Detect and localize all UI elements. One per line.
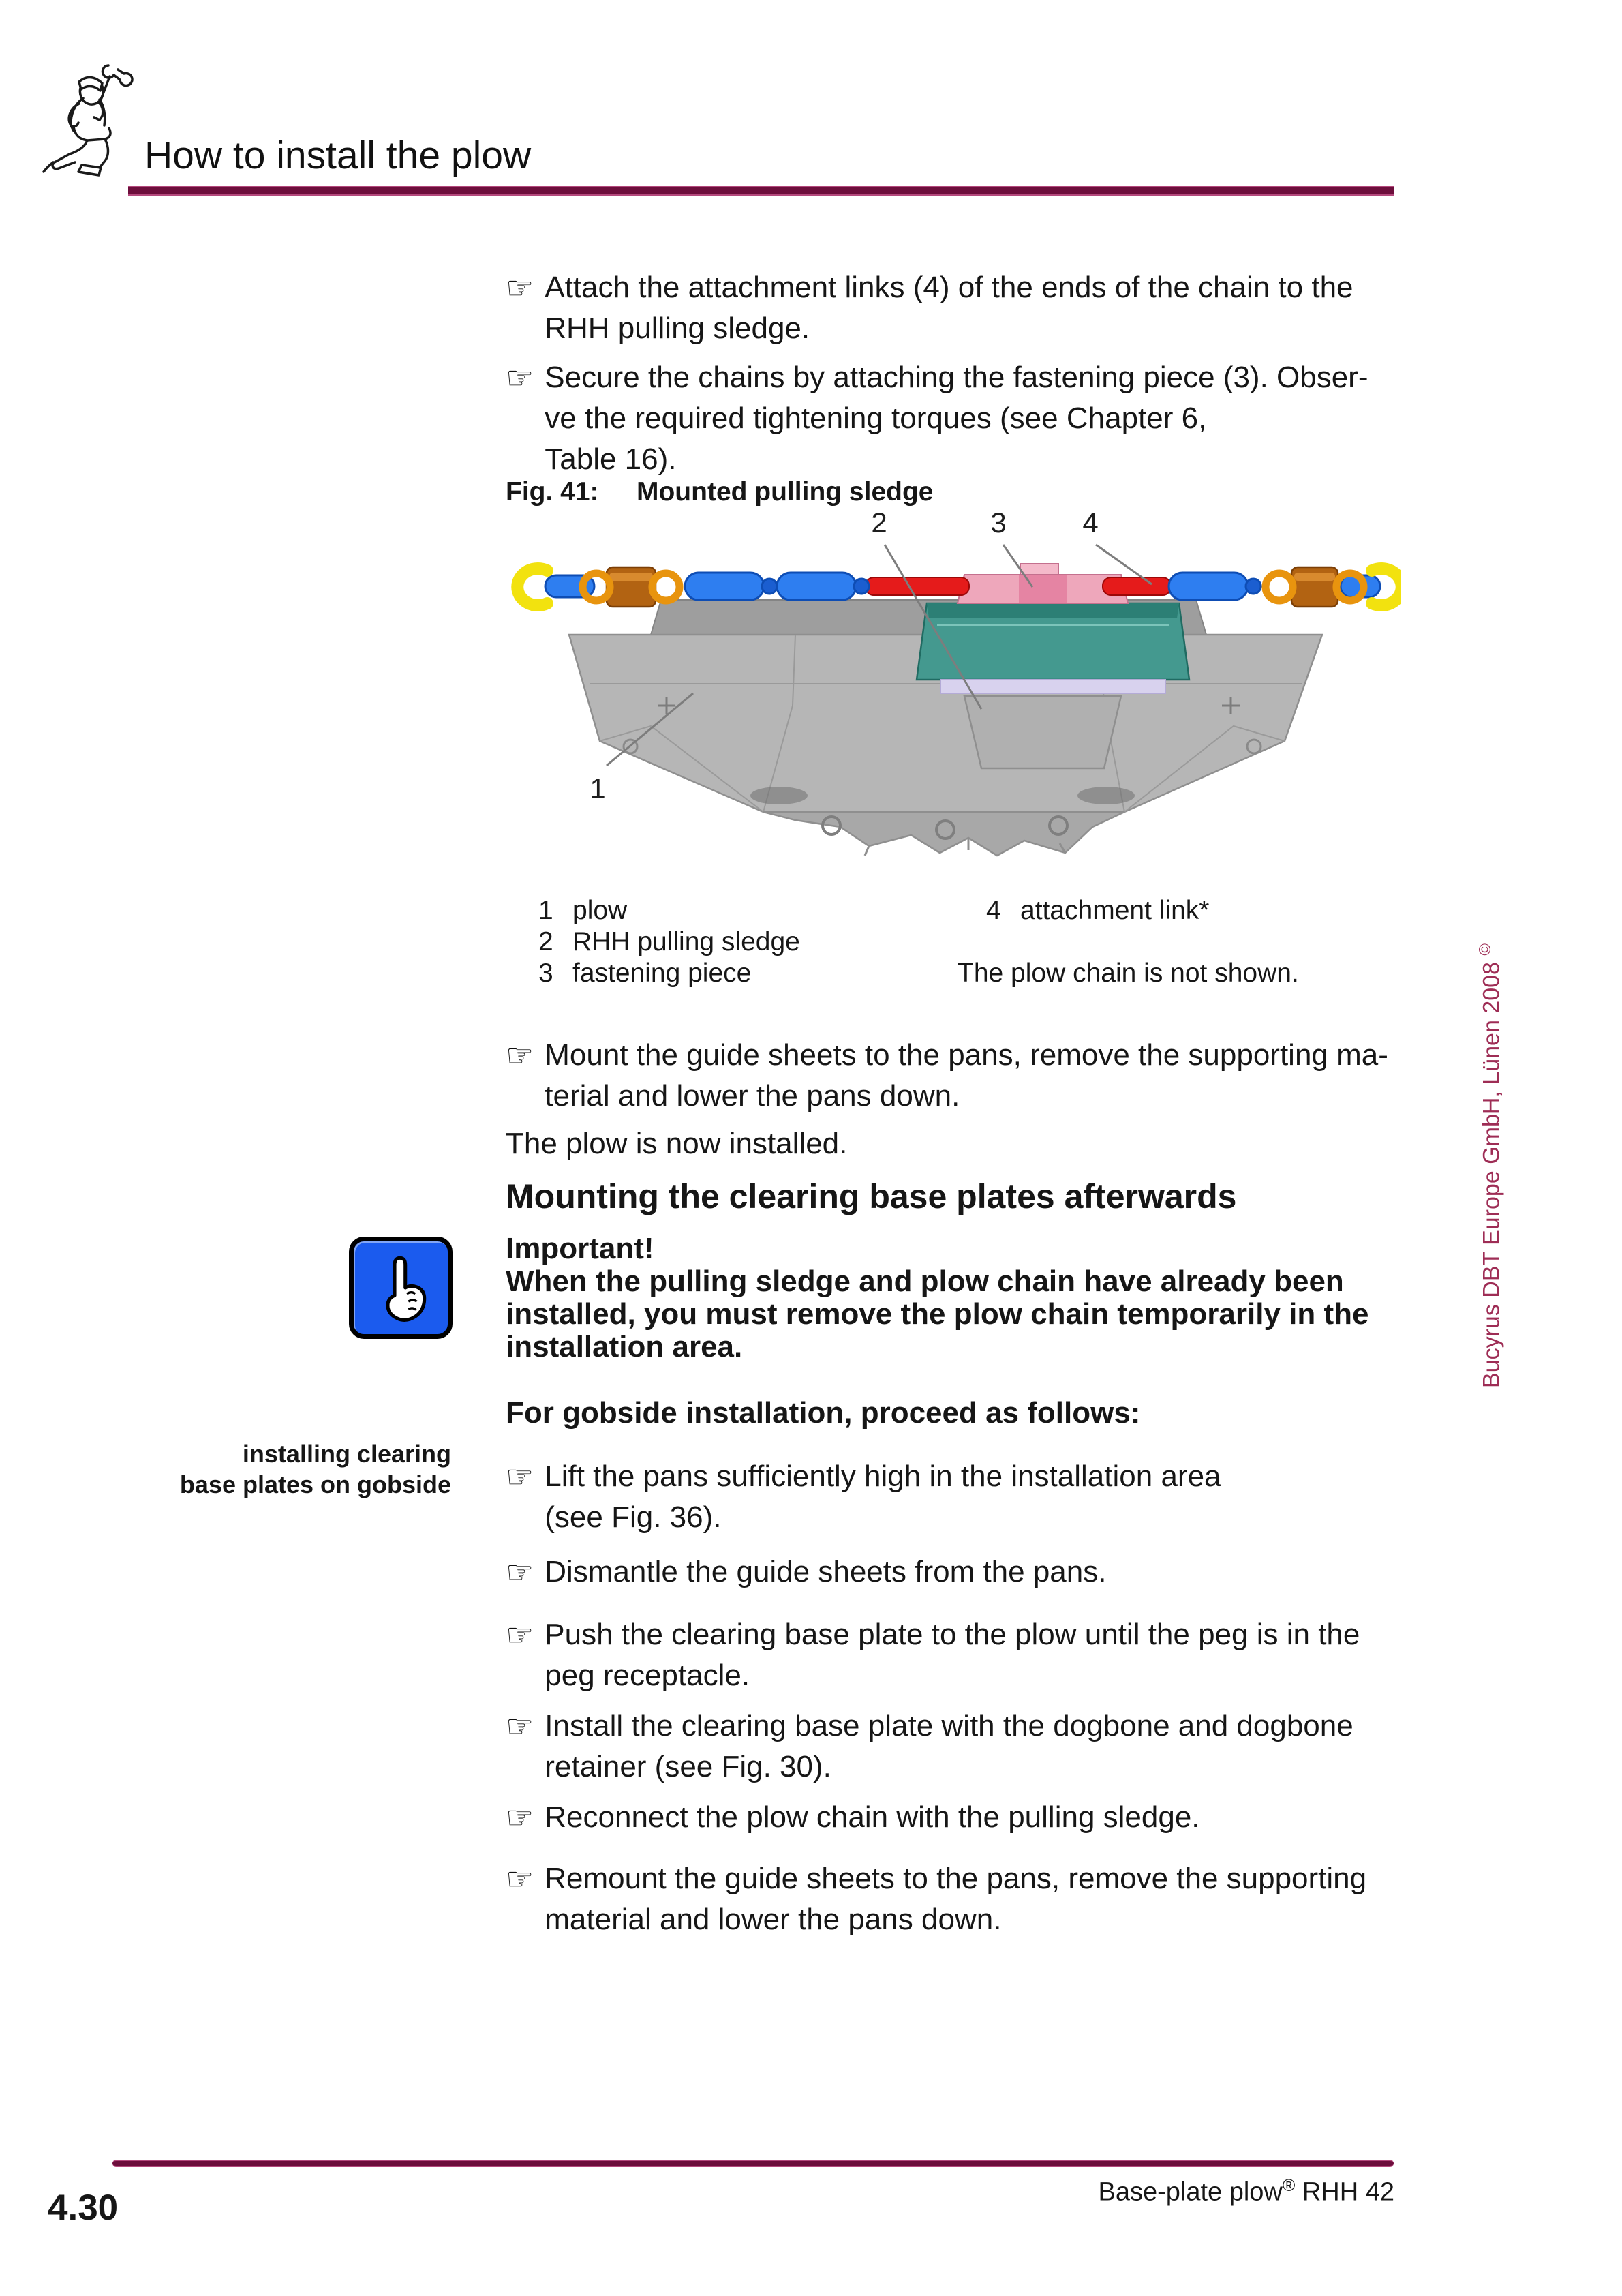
paragraph-plow-installed: The plow is now installed. <box>506 1127 848 1160</box>
copyright-text: Bucyrus DBT Europe GmbH, Lünen 2008 <box>1478 962 1505 1388</box>
step-install-clearing-base-plate <box>506 1706 1353 1787</box>
step-text <box>545 1456 1221 1538</box>
step-mount-guide-sheets <box>506 1035 1388 1117</box>
step-line: Mount the guide sheets to the pans, remove the supporting ma- <box>545 1038 1388 1072</box>
legend-num: 1 <box>538 896 553 925</box>
step-text <box>545 1035 1388 1117</box>
step-line: Push the clearing base plate to the plow until the peg is in the <box>545 1618 1360 1651</box>
pulling-sledge <box>917 603 1189 693</box>
chain-red-left <box>866 577 969 595</box>
product-name: Base-plate plow <box>1098 2177 1283 2207</box>
step-line: Secure the chains by attaching the fastening piece (3). Obser- <box>545 361 1368 394</box>
footer-product-name <box>1098 2176 1394 2207</box>
worker-with-wrench-icon <box>40 55 143 177</box>
legend-num: 4 <box>986 896 1001 925</box>
important-line: When the pulling sledge and plow chain have already been <box>506 1265 1344 1298</box>
important-line: installed, you must remove the plow chain temporarily in the <box>506 1297 1369 1331</box>
step-text <box>545 1552 1106 1592</box>
step-text <box>545 1706 1353 1787</box>
step-line: retainer (see Fig. 30). <box>545 1750 831 1783</box>
step-line: Reconnect the plow chain with the pulling sledge. <box>545 1800 1200 1834</box>
up-pointing-hand-icon <box>363 1250 439 1326</box>
pointing-hand-icon: ☞ <box>506 1554 534 1590</box>
important-line: installation area. <box>506 1330 743 1363</box>
step-dismantle-guide-sheets <box>506 1552 1106 1592</box>
header-rule <box>128 186 1394 196</box>
step-line: ve the required tightening torques (see Chapter 6, <box>545 402 1207 435</box>
legend-num: 3 <box>538 958 553 988</box>
important-title: Important! <box>506 1232 654 1265</box>
pointing-hand-icon: ☞ <box>506 1799 534 1836</box>
figure-number: Fig. 41: <box>506 477 599 507</box>
copyright-symbol: © <box>1476 943 1495 956</box>
step-line: Table 16). <box>545 442 677 476</box>
callout-2: 2 <box>871 507 887 539</box>
legend-label: plow <box>572 896 628 925</box>
copyright-sidebar <box>1476 943 1505 1388</box>
product-suffix: RHH 42 <box>1295 2177 1394 2207</box>
legend-label: attachment link* <box>1020 896 1210 925</box>
figure-note: The plow chain is not shown. <box>958 958 1299 988</box>
section-heading: Mounting the clearing base plates afterwards <box>506 1177 1237 1215</box>
footer-rule <box>112 2160 1394 2167</box>
pointing-hand-icon: ☞ <box>506 1860 534 1897</box>
step-text <box>545 1614 1360 1696</box>
step-text <box>545 1797 1199 1838</box>
legend-label: fastening piece <box>572 958 752 988</box>
step-reconnect-plow-chain <box>506 1797 1200 1838</box>
step-line: terial and lower the pans down. <box>545 1079 960 1113</box>
margin-note <box>157 1438 451 1500</box>
registered-trademark-symbol: ® <box>1282 2176 1296 2195</box>
step-line: Lift the pans sufficiently high in the installation area <box>545 1460 1221 1493</box>
step-attach-links <box>506 267 1353 349</box>
step-lift-pans <box>506 1456 1221 1538</box>
sledge-base-strip <box>940 680 1165 693</box>
step-secure-chains <box>506 357 1368 480</box>
step-text <box>545 357 1368 480</box>
page-title: How to install the plow <box>144 134 532 177</box>
step-text <box>545 1858 1366 1940</box>
chain-swivel-left <box>583 567 679 607</box>
legend-label: RHH pulling sledge <box>572 927 800 956</box>
step-line: RHH pulling sledge. <box>545 312 810 345</box>
pointing-hand-icon: ☞ <box>506 1458 534 1495</box>
pointing-hand-icon: ☞ <box>506 359 534 396</box>
step-line: peg receptacle. <box>545 1659 750 1692</box>
important-note-icon <box>349 1237 453 1339</box>
step-line: Dismantle the guide sheets from the pans. <box>545 1555 1107 1588</box>
pointing-hand-icon: ☞ <box>506 1616 534 1653</box>
step-line: Remount the guide sheets to the pans, remove the supporting <box>545 1862 1367 1895</box>
figure-title: Mounted pulling sledge <box>637 477 934 507</box>
step-remount-guide-sheets <box>506 1858 1366 1940</box>
step-line: (see Fig. 36). <box>545 1500 722 1534</box>
step-line: Install the clearing base plate with the dogbone and dogbone <box>545 1709 1353 1742</box>
plow-bottom-chain-teeth <box>763 812 1124 856</box>
chain-red-right <box>1103 577 1171 595</box>
callout-4: 4 <box>1082 507 1099 539</box>
legend-num: 2 <box>538 927 553 956</box>
margin-note-line: installing clearing <box>242 1440 451 1468</box>
pointing-hand-icon: ☞ <box>506 1037 534 1074</box>
callout-3: 3 <box>990 507 1007 539</box>
callout-1: 1 <box>590 772 606 804</box>
pointing-hand-icon: ☞ <box>506 1708 534 1744</box>
page-number: 4.30 <box>48 2188 119 2228</box>
pointing-hand-icon: ☞ <box>506 269 534 306</box>
gobside-intro: For gobside installation, proceed as follows: <box>506 1396 1141 1430</box>
important-note <box>506 1233 1368 1363</box>
chain-hook-left <box>517 569 547 605</box>
step-text <box>545 267 1353 349</box>
step-line: material and lower the pans down. <box>545 1903 1002 1936</box>
step-push-clearing-base-plate <box>506 1614 1360 1696</box>
step-line: Attach the attachment links (4) of the ends of the chain to the <box>545 271 1353 304</box>
figure-illustration-pulling-sledge <box>487 501 1401 859</box>
margin-note-line: base plates on gobside <box>179 1470 451 1498</box>
